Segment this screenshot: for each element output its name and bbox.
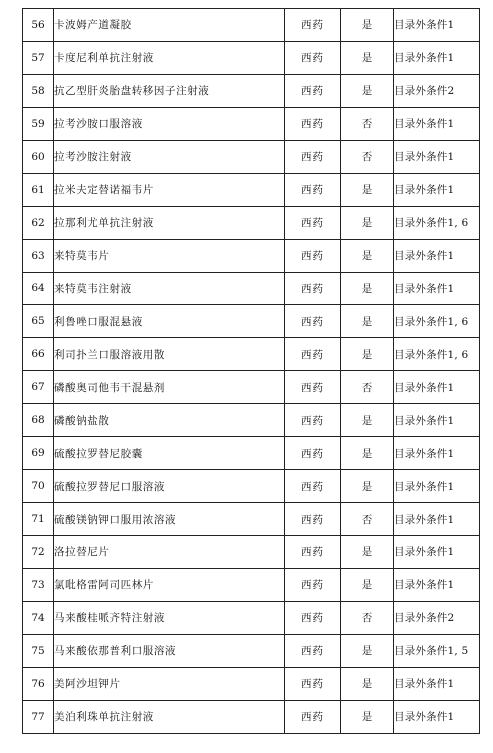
condition-cell: 目录外条件1 (394, 568, 480, 601)
row-number-cell: 59 (23, 107, 54, 140)
drug-type-cell: 西药 (285, 700, 341, 733)
drug-name-cell: 磷酸钠盐散 (54, 404, 285, 437)
drug-type-cell: 西药 (285, 404, 341, 437)
yes-no-cell: 是 (341, 700, 394, 733)
table-row (23, 272, 480, 305)
drug-name-cell: 来特莫韦注射液 (54, 272, 285, 305)
drug-type-cell: 西药 (285, 107, 341, 140)
yes-no-cell: 是 (341, 470, 394, 503)
table-row (23, 305, 480, 338)
yes-no-cell: 是 (341, 74, 394, 107)
drug-type-cell: 西药 (285, 437, 341, 470)
condition-cell: 目录外条件1 (394, 272, 480, 305)
table-row (23, 107, 480, 140)
row-number-cell: 64 (23, 272, 54, 305)
row-number-cell: 74 (23, 601, 54, 634)
yes-no-cell: 是 (341, 173, 394, 206)
yes-no-cell: 是 (341, 404, 394, 437)
drug-name-cell: 磷酸奥司他韦干混悬剂 (54, 371, 285, 404)
table-row (23, 371, 480, 404)
drug-name-cell: 氯吡格雷阿司匹林片 (54, 568, 285, 601)
condition-cell: 目录外条件1 (394, 470, 480, 503)
condition-cell: 目录外条件1 (394, 667, 480, 700)
row-number-cell: 62 (23, 206, 54, 239)
yes-no-cell: 是 (341, 634, 394, 667)
drug-type-cell: 西药 (285, 568, 341, 601)
drug-name-cell: 洛拉替尼片 (54, 536, 285, 569)
table-row (23, 536, 480, 569)
row-number-cell: 75 (23, 634, 54, 667)
row-number-cell: 68 (23, 404, 54, 437)
yes-no-cell: 是 (341, 536, 394, 569)
condition-cell: 目录外条件1 (394, 239, 480, 272)
drug-name-cell: 拉米夫定替诺福韦片 (54, 173, 285, 206)
drug-name-cell: 来特莫韦片 (54, 239, 285, 272)
condition-cell: 目录外条件1 (394, 536, 480, 569)
row-number-cell: 67 (23, 371, 54, 404)
row-number-cell: 73 (23, 568, 54, 601)
drug-name-cell: 硫酸镁钠钾口服用浓溶液 (54, 503, 285, 536)
table-row (23, 667, 480, 700)
drug-type-cell: 西药 (285, 667, 341, 700)
condition-cell: 目录外条件2 (394, 74, 480, 107)
drug-name-cell: 硫酸拉罗替尼口服溶液 (54, 470, 285, 503)
table-row (23, 503, 480, 536)
drug-type-cell: 西药 (285, 371, 341, 404)
table-row (23, 700, 480, 733)
drug-type-cell: 西药 (285, 272, 341, 305)
table-row (23, 206, 480, 239)
drug-type-cell: 西药 (285, 173, 341, 206)
yes-no-cell: 否 (341, 503, 394, 536)
drug-type-cell: 西药 (285, 206, 341, 239)
condition-cell: 目录外条件1 (394, 41, 480, 74)
yes-no-cell: 是 (341, 437, 394, 470)
yes-no-cell: 是 (341, 667, 394, 700)
condition-cell: 目录外条件1, 6 (394, 338, 480, 371)
table-row (23, 338, 480, 371)
table-body (23, 9, 480, 734)
row-number-cell: 66 (23, 338, 54, 371)
drug-type-cell: 西药 (285, 470, 341, 503)
drug-name-cell: 卡度尼利单抗注射液 (54, 41, 285, 74)
row-number-cell: 72 (23, 536, 54, 569)
table-row (23, 74, 480, 107)
row-number-cell: 71 (23, 503, 54, 536)
row-number-cell: 56 (23, 9, 54, 42)
drug-type-cell: 西药 (285, 9, 341, 42)
drug-name-cell: 马来酸依那普利口服溶液 (54, 634, 285, 667)
drug-type-cell: 西药 (285, 140, 341, 173)
drug-list-table (22, 8, 480, 734)
drug-name-cell: 利司扑兰口服溶液用散 (54, 338, 285, 371)
condition-cell: 目录外条件1 (394, 9, 480, 42)
condition-cell: 目录外条件1, 5 (394, 634, 480, 667)
table-row (23, 173, 480, 206)
drug-type-cell: 西药 (285, 41, 341, 74)
row-number-cell: 76 (23, 667, 54, 700)
yes-no-cell: 是 (341, 272, 394, 305)
yes-no-cell: 是 (341, 206, 394, 239)
condition-cell: 目录外条件2 (394, 601, 480, 634)
row-number-cell: 70 (23, 470, 54, 503)
condition-cell: 目录外条件1 (394, 700, 480, 733)
row-number-cell: 60 (23, 140, 54, 173)
yes-no-cell: 是 (341, 338, 394, 371)
table-row (23, 437, 480, 470)
yes-no-cell: 否 (341, 371, 394, 404)
yes-no-cell: 否 (341, 140, 394, 173)
row-number-cell: 63 (23, 239, 54, 272)
row-number-cell: 61 (23, 173, 54, 206)
yes-no-cell: 否 (341, 601, 394, 634)
drug-name-cell: 美泊利珠单抗注射液 (54, 700, 285, 733)
table-row (23, 404, 480, 437)
condition-cell: 目录外条件1 (394, 173, 480, 206)
table-row (23, 568, 480, 601)
drug-name-cell: 抗乙型肝炎胎盘转移因子注射液 (54, 74, 285, 107)
table-row (23, 634, 480, 667)
yes-no-cell: 否 (341, 107, 394, 140)
yes-no-cell: 是 (341, 9, 394, 42)
drug-type-cell: 西药 (285, 74, 341, 107)
condition-cell: 目录外条件1 (394, 404, 480, 437)
condition-cell: 目录外条件1 (394, 107, 480, 140)
drug-name-cell: 拉那利尤单抗注射液 (54, 206, 285, 239)
table-row (23, 9, 480, 42)
row-number-cell: 65 (23, 305, 54, 338)
condition-cell: 目录外条件1, 6 (394, 305, 480, 338)
row-number-cell: 69 (23, 437, 54, 470)
drug-name-cell: 卡波姆产道凝胶 (54, 9, 285, 42)
drug-name-cell: 拉考沙胺口服溶液 (54, 107, 285, 140)
table-row (23, 140, 480, 173)
table-row (23, 239, 480, 272)
drug-type-cell: 西药 (285, 338, 341, 371)
condition-cell: 目录外条件1 (394, 371, 480, 404)
drug-type-cell: 西药 (285, 503, 341, 536)
drug-type-cell: 西药 (285, 601, 341, 634)
drug-type-cell: 西药 (285, 634, 341, 667)
drug-type-cell: 西药 (285, 239, 341, 272)
condition-cell: 目录外条件1 (394, 503, 480, 536)
table-row (23, 601, 480, 634)
row-number-cell: 58 (23, 74, 54, 107)
row-number-cell: 77 (23, 700, 54, 733)
yes-no-cell: 是 (341, 305, 394, 338)
drug-name-cell: 利鲁唑口服混悬液 (54, 305, 285, 338)
yes-no-cell: 是 (341, 41, 394, 74)
drug-name-cell: 美阿沙坦钾片 (54, 667, 285, 700)
table-row (23, 470, 480, 503)
drug-name-cell: 拉考沙胺注射液 (54, 140, 285, 173)
condition-cell: 目录外条件1 (394, 437, 480, 470)
yes-no-cell: 是 (341, 568, 394, 601)
condition-cell: 目录外条件1 (394, 140, 480, 173)
drug-name-cell: 硫酸拉罗替尼胶囊 (54, 437, 285, 470)
drug-type-cell: 西药 (285, 536, 341, 569)
drug-name-cell: 马来酸桂哌齐特注射液 (54, 601, 285, 634)
drug-type-cell: 西药 (285, 305, 341, 338)
row-number-cell: 57 (23, 41, 54, 74)
table-row (23, 41, 480, 74)
yes-no-cell: 是 (341, 239, 394, 272)
condition-cell: 目录外条件1, 6 (394, 206, 480, 239)
